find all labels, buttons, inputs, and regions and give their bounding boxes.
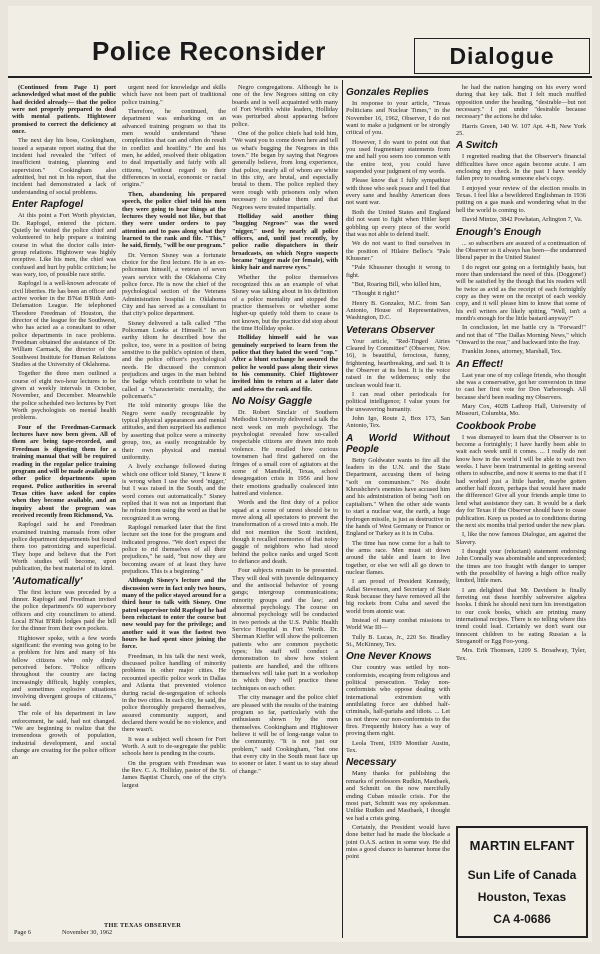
letters-column-2 <box>456 84 586 820</box>
paragraph: Sisney delivered a talk called "The Policeman Looks at Himself." In an earthy idiom he described how the police, too, were in a position of being sensitive to the public's opinion of them, and the police officer's psychological needs. He discussed the common prejudices and urges in the man behind the badge which contribute to what he called a "characteristic mentality, the policeman's." <box>122 319 226 401</box>
paragraph: Both the United States and England did not want to fight when Hitler kept gobbling up every piece of the world that was not able to defend itself. <box>346 208 450 238</box>
paragraph: It was a subject well chosen for Fort Worth. A suit to de-segregate the public schools here is pending in the courts. <box>122 735 226 758</box>
paragraph: In conclusion, let me battle cry is "Forward!" and not that of "The Dallas Morning News," which "Onward to the rear," and backward into the fray. <box>456 324 586 346</box>
letters-column-1 <box>346 84 450 938</box>
paragraph: I do regret our going on a fortnightly basis, but more than understand the need of this. (Doggone!) will be satisfied by the though that his readers will be twice as avid as the receipt of each fortnightly copy as they were on the receipt of each weekly copy, and it will please him to know that some of his evil writers are likely spiting, "Well, isn't a month's enough for the little bastard anyway?" <box>456 263 586 322</box>
paragraph: Dr. Vernon Sisney was a fortunate choice for the first lecture. He is an ex-policeman himself, a veteran of seven years service with the Oklahoma City police force. He is now the chief of the psychological section of the Veterans Administration hospital in Oklahoma City and has served as a consultant to that city's police department. <box>122 251 226 318</box>
paragraph: Freedman, in his talk the next week, discussed police handling of minority problems in other major cities. He recounted specific police work in Dallas and Atlanta that prevented violence during racial de-segregation of schools in the two cities. In each city, he said, the police thoroughly prepared themselves, assured community support, and declared there would be no violence, and there wasn't. <box>122 652 226 734</box>
letter-signature: Tully B. Lucas, Jr., 220 So. Bradley St., McKinney, Tex. <box>346 633 450 648</box>
paragraph: Although Sisney's lecture and the discussion were in fact only two hours, many of the police stayed around for a third hour to talk with Sisney. One patrol supervisor told Rapfogel he had been reluctant to enter the course but now would pay for the privilege; and another said it was the fastest two hours he had spent since joining the force. <box>122 577 226 651</box>
paragraph: Betty Goldwater wants to fire all the leaders in the U.N. and the State Department, accusing them of being "soft on communism." No doubt Khrushchev's enemies have accused him and his administration of being "soft on capitalism." When the other side wants to start a nuclear war, the earth, a huge hydrogen missile, is just as destructive in the hands of West Germany or France or England or Turkey as it is in Cuba. <box>346 456 450 538</box>
paragraph: The first lecture was preceded by a dinner. Rapfogel and Freedman invited the police department's 60 supervisory officers and city councilmen to attend. Local B'Nai B'Rith lodges paid the bill for the dinner from their own pockets. <box>12 588 116 633</box>
paragraph: Hightower spoke, with a few words significant: the evening was going to be a problem for him and many of his fellow citizens who only dimly perceived before. "Police officers throughout the country are facing increasingly difficult, highly complex, and sometimes explosive situations involving divergent groups of citizens," he said. <box>12 634 116 708</box>
paragraph: I was dismayed to learn that the Observer is to become a fortnightly; I have hardly been able to wait each week until it comes. ... I really do not know how in the world I will be able to wait two weeks. I have been instrumental in getting several others to subscribe, and now it seems to me that if I had worked just a little harder, maybe gotten another half dozen, perhaps that would have made the difference! Give all your friends ample time to lend what assistance they can. It would be a dark day for Texas if the Observer should have to cease publication. Keep us posted as to conditions during the next six months trial period under the new plan. <box>456 433 586 529</box>
subhead-enter-rapfogel: Enter Rapfogel <box>12 199 84 211</box>
letter-signature: David Mintze, 3842 Powhatan, Arlington 7, Va. <box>462 216 583 224</box>
letter-heading-enoughs-enough: Enough's Enough <box>456 226 542 238</box>
ad-name: MARTIN ELFANT <box>469 838 575 853</box>
paragraph: "Thought it right!" <box>352 290 400 298</box>
article-column-1 <box>12 84 116 920</box>
paragraph: Rapfogel said he and Freedman examined training manuals from other police department departments but found them too patronizing and superficial. They hope and believe that the Fort Worth studies will become, upon publication, the best material of its kind. <box>12 521 116 573</box>
article-column-2 <box>122 84 226 934</box>
paragraph: He told minority groups like the Negro were easily recognizable by typical physical appearances and mental attitudes, and then surprised his audience by asserting that police were a minority group, too, as easily recognizable by their own physical and mental uniformity. <box>122 402 226 461</box>
paragraph: Words and the first duty of a police squad at a scene of unrest should be to move along all spectators to prevent the transformation of a crowd into a mob. He did not mention the Scott incident, though it recalled memories of that noisy gaggle of neighbors who had stood behind the police ranks and urged Scott to defiance and death. <box>232 499 338 565</box>
paragraph: The role of his department in law enforcement, he said, had not changed. "We are beginning to realize that the tremendous growth of population, industrial development, and social change are creating for the police officer an <box>12 710 116 762</box>
subhead-automatically: 'Automatically' <box>12 575 83 587</box>
masthead <box>8 28 592 74</box>
letter-heading-necessary: Necessary <box>346 757 397 769</box>
letter-heading-cookbook-probe: Cookbook Probe <box>456 420 537 432</box>
paragraph: Certainly, the President would have done better had he made the blockade a joint O.A.S. action in some way. He did miss a good chance to hammer home the point <box>346 823 450 861</box>
letter-heading-an-effect: An Effect! <box>456 358 504 370</box>
paragraph: At this point a Fort Worth physician, Dr. Rapfogel, entered the picture. Quietly he visited the police chief and volunteered to help prepare a training course in what the doctor calls inter-group relations. Hightower was highly receptive. Like his men, the chief was confused and hurt by public criticism; he was wary, too, of possible race strife. <box>12 212 116 278</box>
paragraph: "Pale Khussner thought it wrong to fight. <box>346 264 450 279</box>
paragraph: Rapfogel remarked later that the first lecture set the tone for the program and indicated progress. "We don't expect the police to rid themselves of all their prejudices," he said, "but now they are becoming aware of at least they have prejudices. This is a beginning." <box>122 523 226 575</box>
advertisement-box <box>456 826 588 938</box>
paragraph: Together the three men outlined a course of eight two-hour lectures to be given at weekly intervals in October, November, and December. Meanwhile the police scheduled two lectures by Fort Worth psychologists on mental health problems. <box>12 370 116 422</box>
letter-heading-veterans-observer: Veterans Observer <box>346 324 435 336</box>
paragraph: Holliday himself said he was genuinely surprised to learn from the police that they hated the word "cop." After a blunt exchange he assured the police he would pass along their views to his community. Chief Hightower invited him to return at a later date and address the rank and file. <box>232 334 338 393</box>
subhead-no-noisy-gaggle: No Noisy Gaggle <box>232 396 313 408</box>
paragraph: A lively exchange followed during which one officer told Sisney, "I know it is wrong when I use the word 'nigger,' but I was raised in the South, and the word comes out automatically." Sisney replied that it was not as important that he refrain from using the word as that he recognized it as wrong. <box>122 463 226 522</box>
paragraph: On the program with Freedman was the Rev. C. A. Holliday, pastor of the St. James Baptist Church, one of the city's largest <box>122 759 226 789</box>
paragraph: Therefore, he continued, the department was embarking on an advanced training program so that its men would understand "these complexities that can and often do result in conflict and hostility." He and his men, he added, resolved their obligation to deal impartially and fairly with all citizens, "without regard to their differences in social, economic or racial origins." <box>122 108 226 189</box>
paragraph: Your article, "Red-Tinged Airies Cleared by Committee" (Observer, Nov. 16), is beautiful, ferocious, funny, frightening, heartbreaking, and sad. It is the Observer at its best. It is the voice raised in the wilderness; only the unclean would fear it. <box>346 337 450 389</box>
paragraph: I regretted reading that the Observer's financial difficulties have once again become acute. I am enclosing my check. In the past I have weekly fallen prey to reading someone else's copy. <box>456 153 586 183</box>
paragraph: I thought your (reluctant) statement endorsing John Connally was abominable and unprecedented; the times are too fraught with danger to tamper with the possibility of having a high office really limited, little men. <box>456 547 586 585</box>
paragraph: Then, abandoning his prepared speech, the police chief told his men they were going to hear things at the lectures they would not like, but that they were under orders to pay attention and to pass along what they learned to the rank and file. "This," he said, firmly, "will be our program." <box>122 190 226 250</box>
paragraph: However, I do want to point out that you used fragmentary statements from me and half you seem too common with the entire text, you could have suspended your judgment of my words. <box>346 138 450 176</box>
column-divider <box>342 80 343 938</box>
newspaper-page <box>8 6 592 942</box>
paragraph: Rapfogel is a well-known advocate of civil liberties. He has been an officer and active worker in the B'Nai B'Rith Anti-Defamation League. He telephoned Theodore Freedman of Houston, the director of the league for the Southwest, who has acted as a consultant to other police departments in race problems. Freedman obtained the assistance of Dr. William Carmack, the director of the Southwest Institute for Human Relations Studies at the University of Oklahoma. <box>12 280 116 369</box>
paragraph: Holliday said another thing "bugging Negroes" was the word "nigger," used by nearly all police officers, and, until just recently, by police radio dispatchers in their broadcasts, on which Negro suspects became "nigger male (or female), with kinky hair and narrow eyes." <box>232 212 338 272</box>
paragraph: he had the nation hanging on his every word during that key talk. But I felt much muffled opposition under the heading, "desirable—but not necessary." I put under "desirable because necessary" the actions he did take. <box>456 84 586 121</box>
ad-phone: CA 4-0686 <box>493 912 551 926</box>
footer-date: November 30, 1962 <box>62 929 113 936</box>
paragraph: Whether the police themselves recognized this as an example of what Sisney was talking about in his definition of a police mentality and stopped the practice themselves or whether some higher-up quietly told them to cease is not known, but the practice did stop about the time Holliday spoke. <box>232 273 338 332</box>
paragraph: Our country was settled by non-conformists, escaping from religious and political persecution. Today non-conformists who oppose dealing with international extremism with annihilating force are dubbed half-criminals, half-pariahs and idiots. ... Let us not throw our non-conformists to the fires. Frequently history has a way of proving them right. <box>346 664 450 738</box>
paragraph: Please know that I fully sympathize with those who seek peace and I feel that every sane and healthy American does not want war. <box>346 177 450 207</box>
headline-police-reconsider: Police Reconsider <box>92 36 326 66</box>
letter-signature: Mary Cox, 402B Lathrop Hall, University of Missouri, Columbia, Mo. <box>456 403 586 418</box>
paragraph: The time has now come for a halt to the arms race. Men must sit down around the table and learn to live together, or else we will all go down to nuclear flames. <box>346 539 450 576</box>
paragraph: Four of the Freedman-Carmack lectures have now been given. All of them are being tape-recorded, and Freedman is digesting them for a training manual that will be required reading in the regular police training program and will be made available to other police departments upon request. Police authorities in several Texas cities have asked for copies when they become available, and an inquiry about the program was received recently from Richmond, Va. <box>12 423 116 519</box>
letter-heading-world-without-people: A World Without People <box>346 432 450 455</box>
paragraph: I enjoyed your review of the election results in Texas. I feel like a bewildered Englishman in 1936 putting on a gas mask and wondering what in the hell the world is coming to. <box>456 184 586 214</box>
paragraph: I am delighted that Mr. Davidson is finally ferreting out these horribly subversive algebra books. I think he should next turn his investigation to our cook books, which are printing many international recipes. There is no telling where this trend could lead. Certainly we don't want our innocent children to be eating Russian a la Stroganoff or Egg Foo-yong. <box>456 586 586 645</box>
paragraph: urgent need for knowledge and skills which have not been part of traditional police training." <box>122 84 226 106</box>
paragraph: I can read other periodicals for political intelligence; I value yours for the unwavering humanity. <box>346 391 450 413</box>
paragraph: Many thanks for publishing the remarks of professors Rudkin, Mastbaek, and Schmitt on the now mercifully ending Cuban missile crisis. For the most part, Schmitt was my spokesman. Unlike Rudkin and Mastbaek, I thought we had a crisis going. <box>346 770 450 822</box>
paragraph: ... so subscribers are assured of a continuation of the Observer so it always has been—the undamned liberal paper in the United States! <box>456 239 586 262</box>
masthead-rule <box>8 76 592 78</box>
paragraph: Instead of many combat missions to World War III— <box>346 616 450 632</box>
footer-page-number: Page 6 <box>14 929 31 936</box>
letter-signature: John Igo, Route 2, Box 173, San Antonio, Tex. <box>346 415 450 430</box>
paragraph: One of the police chiefs had told him, "We want you to come down here and tell us what's bugging the Negroes in this town." He began by saying that Negroes generally believe, from long experience, that police, nearly all of whom are white in this city, are brutal, and especially brutal to them. The police replied they were rough with prisoners only when necessary to subdue them and that Negroes were treated impartially. <box>232 130 338 211</box>
paragraph: (Continued from Page 1) port acknowledged what most of the public had decided already— that the police were not properly prepared to deal with mental patients. Hightower promised to correct the deficiency at once. <box>12 84 116 136</box>
letter-heading-a-switch: A Switch <box>456 140 498 152</box>
paragraph: The city manager and the police chief are pleased with the results of the training program so far, particularly with the enthusiasm shown by the men themselves. Cookingham and Hightower believe it will be of long-range value to the community. "It is not just our problem," said Cookingham, "but one that every city in the South must face up to sooner or later. I want us to stay ahead of change." <box>232 694 338 775</box>
section-title-dialogue: Dialogue <box>414 38 590 74</box>
letter-signature: Franklin Jones, attorney, Marshall, Tex. <box>462 348 562 356</box>
letter-signature: Harris Green, 140 W. 107 Apt. 4-B, New York 25. <box>456 122 586 138</box>
paragraph: Last year one of my college friends, who thought she was a conservative, got her conversion in time to cast her first vote for Don Yarborough. All because she'd been reading my Observers. <box>456 371 586 401</box>
letter-signature: Henry B. Gonzalez, M.C. from San Antonio, House of Representatives, Washington, D.C. <box>346 299 450 322</box>
paragraph: Four subjects remain to be presented. They will deal with juvenile delinquency and the antisocial behavior of young gangs; intergroup communications; minority groups and the law; and abnormal psychology. The course on abnormal psychology will be conducted in two periods at the U.S. Public Health Service Hospital in Fort Worth. Dr. Sherman Kieffer will show the policemen patients who are common psychotic types; his staff will conduct a demonstration to show how violent patients are handled, and the officers themselves will take part in a workshop in which they will practice these techniques on each other. <box>232 567 338 692</box>
ad-city: Houston, Texas <box>477 890 567 904</box>
letter-signature: Leola Trent, 1939 Montfair Austin, Tex. <box>346 739 450 755</box>
paragraph: We do not want to find ourselves in the position of Hilaire Belloc's "Pale Khussner." <box>346 240 450 262</box>
paragraph: I am proud of President Kennedy, Adlai Stevenson, and Secretary of State Rusk because they have removed all the big rockets from Cuba and saved the world from atomic war. <box>346 578 450 615</box>
ad-company: Sun Life of Canada <box>467 868 577 882</box>
footer-publication: THE TEXAS OBSERVER <box>104 922 182 929</box>
article-column-3 <box>232 84 338 934</box>
paragraph: "But, Roaring Bill, who killed him, <box>352 280 441 288</box>
paragraph: The next day his boss, Cookingham, issued a separate report stating that the incident had revealed the "effect of insufficient training, planning and supervision." Cookingham also admitted, but not in his report, that the incident had demonstrated a lack of understanding of social problems. <box>12 137 116 196</box>
letter-heading-gonzales-replies: Gonzales Replies <box>346 87 429 98</box>
paragraph: In response to your article, "Texas Politicians and Nuclear Times," in the November 16, 1962, Observer, I do not want to make a judgment or be strongly critical of you. <box>346 100 450 137</box>
paragraph: Negro congregations. Although he is one of the few Negroes sitting on city boards and is well acquainted with many of Fort Worth's white leaders, Holliday was perturbed about appearing before police. <box>232 84 338 128</box>
paragraph: I, like the now famous Dialogue, am against the Slavery. <box>456 531 586 546</box>
paragraph: Dr. Robert Sinclair of Southern Methodist University delivered a talk the next week on mob psychology. The psychologist revealed how so-called respectable citizens are drawn into mob violence. He recalled how curious townsmen had first gathered on the fringes of a small core of agitators at the scene of Mansfield, Texas, school desegregation crisis in 1956 and how their emotions gradually coalesced into hatred and violence. <box>232 409 338 497</box>
letter-heading-one-never-knows: One Never Knows <box>346 651 432 663</box>
letter-signature: Mrs. Erik Thomsen, 1209 S. Broadway, Tyler, Tex. <box>456 647 586 662</box>
